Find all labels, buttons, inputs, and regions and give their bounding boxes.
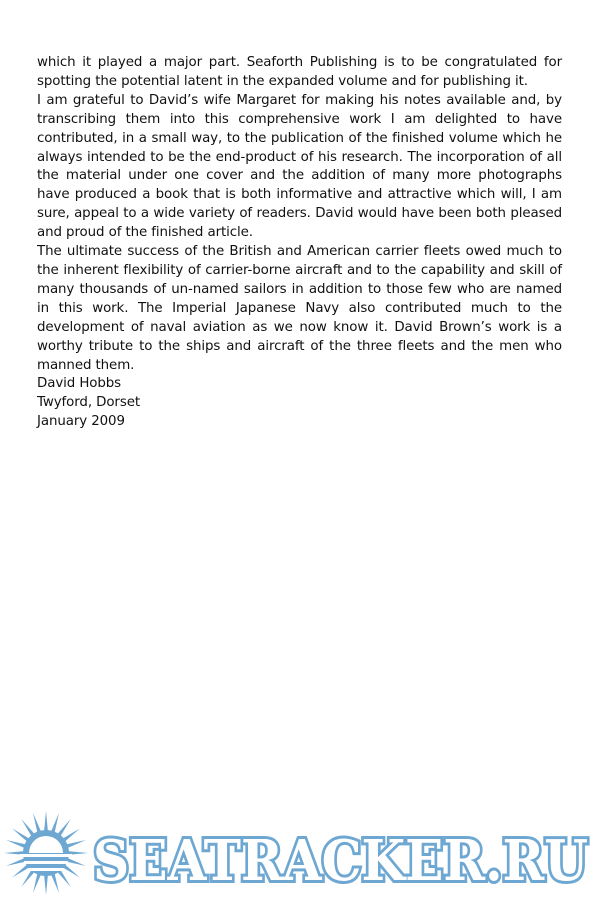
sun-ray (66, 840, 86, 848)
sun-ray (51, 873, 59, 893)
sun-ray (12, 828, 29, 841)
sun-ray (63, 828, 80, 841)
sun-ray (57, 870, 70, 887)
watermark (0, 805, 601, 900)
sun-ray (44, 811, 48, 831)
sun-ray (6, 840, 26, 848)
sun-ray (21, 819, 34, 836)
sun-ray (51, 813, 59, 833)
document-body (37, 54, 562, 432)
paragraph-2: I am grateful to David’s wife Margaret for making his notes available and, by transcribing them into this comprehensive work I am delighted to have contributed, in a small way, to the publication of the finished volume which he always intended to be the end-product of his research. The incorporation of all the material under one cover and the addition of many more photographs have produced a book that is both informative and attractive which will, I am sure, appeal to a wide variety of readers. David would have been both pleased and proud of the finished article. (37, 92, 562, 241)
sun-ray (33, 873, 41, 893)
sun-ray (57, 819, 70, 836)
sun-ray (12, 864, 29, 877)
signature-name: David Hobbs (37, 376, 122, 392)
sun-ray (33, 813, 41, 833)
sun-ray (21, 870, 34, 887)
sun-ray (63, 864, 80, 877)
paragraph-3: The ultimate success of the British and American carrier fleets owed much to the inherent flexibility of carrier-borne aircraft and to the capability and skill of many thousands of un-named sailors in addition to those few who are named in this work. The Imperial Japanese Navy also contributed much to the development of naval aviation as we now know it. David Brown’s work is a worthy tribute to the ships and aircraft of the three fleets and the men who manned them. (37, 244, 562, 373)
watermark-graphic (0, 805, 601, 900)
sun-ray (66, 858, 86, 866)
signature-date: January 2009 (37, 414, 125, 430)
sun-logo-icon (4, 811, 88, 895)
watermark-text: SEATRACKER.RU (93, 828, 588, 894)
paragraph-1: which it played a major part. Seaforth Publishing is to be congratulated for spotting the potential latent in the expanded volume and for publishing it. (37, 55, 562, 89)
sun-ray (6, 858, 26, 866)
sun-ray (44, 875, 48, 895)
signature-place: Twyford, Dorset (37, 395, 141, 411)
